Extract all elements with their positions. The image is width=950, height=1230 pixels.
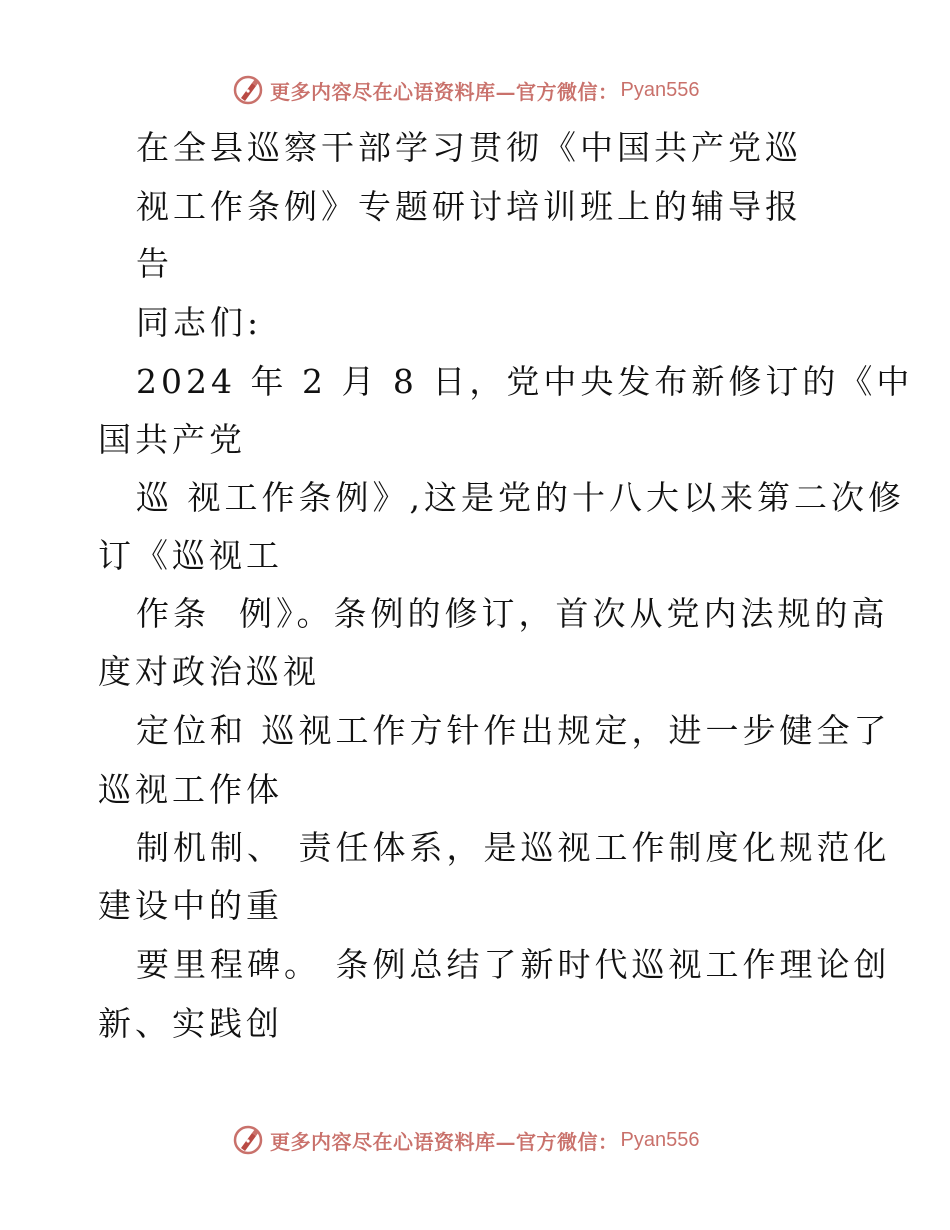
paragraph-line: 定位和 巡视工作方针作出规定，进一步健全了 <box>136 711 891 750</box>
paragraph-line: 巡视工作体 <box>98 770 283 809</box>
title-line: 告 <box>136 244 173 283</box>
watermark-wechat-id: Pyan556 <box>620 1128 700 1151</box>
fountain-pen-logo-icon <box>232 74 264 106</box>
paragraph-line: 度对政治巡视 <box>98 652 320 691</box>
header-watermark <box>232 72 699 108</box>
paragraph-line: 订《巡视工 <box>98 536 283 575</box>
paragraph-line: 国共产党 <box>98 420 246 459</box>
watermark-wechat-id: Pyan556 <box>620 78 700 101</box>
watermark-text: 更多内容尽在心语资料库—官方微信： <box>270 79 619 104</box>
paragraph-line: 要里程碑。 条例总结了新时代巡视工作理论创 <box>136 945 891 984</box>
paragraph-line: 新、实践创 <box>98 1004 283 1043</box>
salutation: 同志们: <box>136 303 263 342</box>
footer-watermark <box>232 1122 699 1158</box>
fountain-pen-logo-icon <box>232 1124 264 1156</box>
title-line: 在全县巡察干部学习贯彻《中国共产党巡 <box>136 128 802 167</box>
watermark-text: 更多内容尽在心语资料库—官方微信： <box>270 1129 619 1154</box>
paragraph-line: 2024 年 2 月 8 日，党中央发布新修订的《中 <box>136 362 914 401</box>
title-line: 视工作条例》专题研讨培训班上的辅导报 <box>136 187 802 226</box>
paragraph-line: 制机制、 责任体系，是巡视工作制度化规范化 <box>136 828 891 867</box>
paragraph-line: 巡 视工作条例》,这是党的十八大以来第二次修 <box>136 478 905 517</box>
paragraph-line: 作条 例》。条例的修订，首次从党内法规的高 <box>136 594 889 633</box>
paragraph-line: 建设中的重 <box>98 886 283 925</box>
